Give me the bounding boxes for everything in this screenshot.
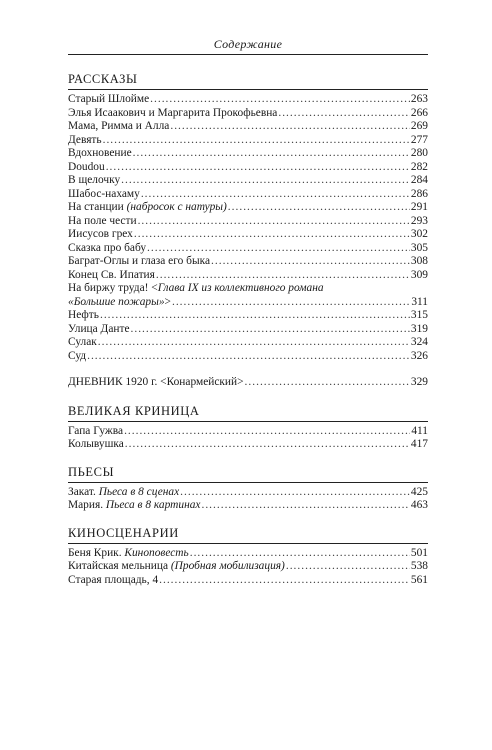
entry-title: Закат. Пьеса в 8 сценах [68, 485, 180, 498]
toc-entry[interactable] [68, 438, 428, 452]
section-plays [68, 464, 428, 513]
entry-title: На станции (набросок с натуры) [68, 201, 227, 213]
section-diary [68, 376, 428, 390]
toc-entry[interactable] [68, 499, 428, 513]
table-of-contents [68, 71, 428, 587]
entry-page: 311 [411, 295, 428, 308]
entry-title: Гапа Гужва [68, 424, 124, 437]
toc-entry[interactable] [68, 147, 428, 161]
entry-page: 266 [410, 106, 428, 119]
leader-dots [228, 201, 410, 215]
entry-title: Шабос-нахаму [68, 187, 140, 200]
entry-page: 417 [410, 438, 428, 450]
toc-entry[interactable] [68, 120, 428, 134]
toc-entry[interactable] [68, 201, 428, 215]
leader-dots [103, 134, 410, 148]
entry-title: Сказка про бабу [68, 241, 147, 254]
entry-title: Мама, Римма и Алла [68, 120, 170, 132]
toc-entry[interactable] [68, 425, 428, 439]
toc-entry[interactable] [68, 574, 428, 588]
toc-entry[interactable] [68, 242, 428, 256]
toc-entry[interactable] [68, 188, 428, 202]
section-stories [68, 71, 428, 363]
entry-page: 308 [410, 255, 428, 267]
toc-entry[interactable] [68, 134, 428, 148]
entry-title: Суд [68, 349, 87, 362]
entry-page: 561 [410, 573, 428, 586]
leader-dots [106, 161, 410, 175]
toc-entry[interactable] [68, 350, 428, 364]
leader-dots [286, 560, 410, 574]
toc-entry[interactable] [68, 486, 428, 500]
entry-title: Колывушка [68, 438, 124, 450]
entry-title: ДНЕВНИК 1920 г. <Конармейский> [68, 376, 244, 388]
section-title: ПЬЕСЫ [68, 464, 115, 479]
leader-dots [201, 499, 409, 513]
toc-entry[interactable] [68, 255, 428, 269]
toc-entry[interactable] [68, 228, 428, 242]
toc-entry[interactable] [68, 161, 428, 175]
toc-entry[interactable] [68, 174, 428, 188]
entry-title: Элья Исаакович и Маргарита Прокофьевна [68, 106, 278, 119]
leader-dots [121, 174, 410, 188]
toc-entry[interactable] [68, 336, 428, 350]
entry-page: 284 [410, 174, 428, 186]
leader-dots [245, 376, 410, 390]
header-rule [68, 54, 428, 55]
section-rule [68, 543, 428, 544]
entry-title: Вдохновение [68, 147, 132, 159]
leader-dots [138, 215, 410, 229]
leader-dots [134, 228, 410, 242]
section-rule [68, 421, 428, 422]
entry-title: В щелочку [68, 174, 121, 186]
entry-title: Баграт-Оглы и глаза его быка [68, 255, 211, 267]
entry-title: Нефть [68, 309, 99, 321]
entry-title: Doudou [68, 160, 105, 173]
entry-page: 277 [410, 133, 428, 146]
entry-page: 315 [410, 309, 428, 321]
entry-page: 319 [410, 322, 428, 335]
toc-entry[interactable] [68, 323, 428, 337]
leader-dots [131, 323, 410, 337]
entry-title: Девять [68, 133, 102, 146]
entry-title-line1: На биржу труда! <Глава IX из коллективного романа [68, 282, 324, 294]
leader-dots [211, 255, 410, 269]
entry-page: 282 [410, 160, 428, 173]
section-rule [68, 89, 428, 90]
running-header: Содержание [213, 37, 283, 51]
toc-entry[interactable] [68, 269, 428, 283]
entry-title: Конец Св. Ипатия [68, 268, 155, 281]
entry-page: 286 [410, 187, 428, 200]
toc-entry-multiline[interactable] [68, 282, 428, 309]
entry-title-line2: «Большие пожары»> ..... 311 [68, 296, 428, 310]
section-screenplays [68, 525, 428, 588]
leader-dots [278, 107, 410, 121]
toc-entry[interactable] [68, 107, 428, 121]
entry-page: 293 [410, 214, 428, 227]
leader-dots [87, 350, 410, 364]
leader-dots [150, 93, 410, 107]
entry-page: 326 [410, 349, 428, 362]
entry-title: На поле чести [68, 214, 137, 227]
entry-page: 425 [410, 485, 428, 498]
toc-entry[interactable] [68, 376, 428, 390]
entry-title: Сулак [68, 336, 97, 348]
entry-page: 309 [410, 268, 428, 281]
entry-page: 463 [410, 499, 428, 511]
section-great-well [68, 403, 428, 452]
entry-title: Улица Данте [68, 322, 130, 335]
entry-title: Старая площадь, 4 [68, 573, 159, 586]
leader-dots [98, 336, 410, 350]
section-rule [68, 482, 428, 483]
leader-dots [172, 296, 410, 310]
entry-page: 291 [410, 201, 428, 213]
entry-page: 411 [411, 424, 428, 437]
toc-entry[interactable] [68, 309, 428, 323]
entry-page: 263 [410, 93, 428, 105]
entry-page: 269 [410, 120, 428, 132]
entry-title: Беня Крик. Киноповесть [68, 546, 189, 559]
leader-dots [125, 438, 410, 452]
entry-title: Китайская мельница (Пробная мобилизация) [68, 560, 285, 572]
leader-dots [156, 269, 410, 283]
leader-dots [170, 120, 410, 134]
section-title: РАССКАЗЫ [68, 72, 138, 86]
leader-dots [100, 309, 410, 323]
entry-page: 324 [410, 336, 428, 348]
section-title: ВЕЛИКАЯ КРИНИЦА [68, 403, 200, 418]
entry-page: 538 [410, 560, 428, 572]
toc-entry[interactable] [68, 547, 428, 561]
leader-dots [141, 188, 410, 202]
entry-page: 280 [410, 147, 428, 159]
section-title: КИНОСЦЕНАРИИ [68, 525, 179, 540]
entry-title: Иисусов грех [68, 228, 133, 240]
leader-dots [190, 547, 410, 561]
leader-dots [159, 574, 410, 588]
leader-dots [147, 242, 410, 256]
entry-page: 501 [410, 546, 428, 559]
entry-page: 329 [410, 376, 428, 388]
toc-entry[interactable] [68, 93, 428, 107]
entry-page: 302 [410, 228, 428, 240]
toc-entry[interactable] [68, 215, 428, 229]
leader-dots [124, 425, 410, 439]
entry-page: 305 [410, 241, 428, 254]
entry-title: Старый Шлойме [68, 93, 150, 105]
leader-dots [180, 486, 410, 500]
toc-entry[interactable] [68, 560, 428, 574]
entry-title: Мария. Пьеса в 8 картинах [68, 499, 201, 511]
leader-dots [133, 147, 410, 161]
